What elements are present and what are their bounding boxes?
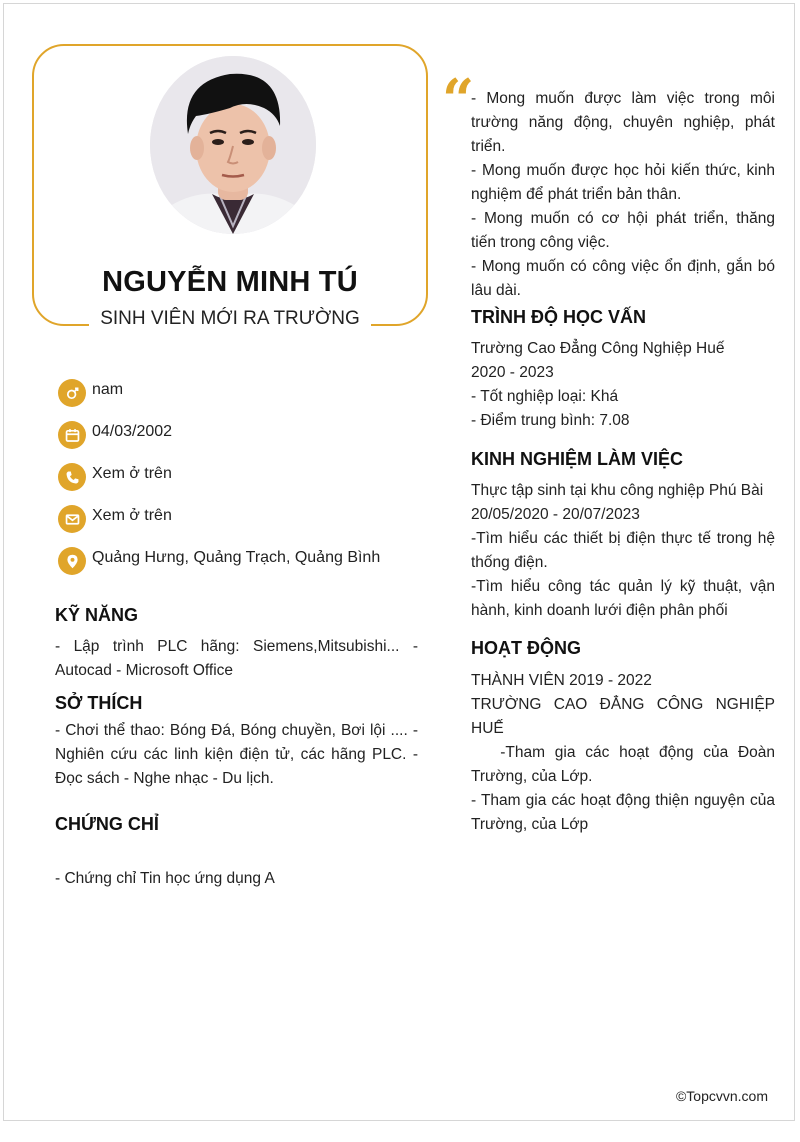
experience-detail: -Tìm hiểu các thiết bị điện thực tế trong hệ thống điện. <box>471 530 775 571</box>
birthday-value: 04/03/2002 <box>92 423 173 440</box>
objective-line: - Mong muốn được làm việc trong môi trường năng động, chuyên nghiệp, phát triển. <box>471 90 775 155</box>
avatar <box>150 56 316 234</box>
certificates-text: - Chứng chỉ Tin học ứng dụng A <box>55 870 275 887</box>
candidate-name: NGUYỄN MINH TÚ <box>102 266 358 298</box>
activities-detail: - Tham gia các hoạt động thiện nguyện của Trường, của Lớp <box>471 792 775 833</box>
hobbies-text: - Chơi thể thao: Bóng Đá, Bóng chuyền, Bơi lội .... - Nghiên cứu các linh kiện điện tử, các hãng PLC. - Đọc sách - Nghe nhạc - Du lịch. <box>55 722 418 787</box>
experience-block <box>471 479 775 623</box>
activities-role: THÀNH VIÊN 2019 - 2022 <box>471 672 652 689</box>
candidate-title: SINH VIÊN MỚI RA TRƯỜNG <box>100 308 360 329</box>
objective-line: - Mong muốn có cơ hội phát triển, thăng tiến trong công việc. <box>471 210 775 251</box>
contact-phone <box>58 462 172 492</box>
education-heading: TRÌNH ĐỘ HỌC VẤN <box>471 307 646 327</box>
cv-page <box>3 3 795 1121</box>
email-icon <box>58 505 86 533</box>
contact-gender <box>58 378 123 408</box>
contact-address <box>58 546 380 576</box>
phone-icon <box>58 463 86 491</box>
certificates-heading: CHỨNG CHỈ <box>55 814 159 834</box>
education-detail: - Điểm trung bình: 7.08 <box>471 412 630 429</box>
education-block <box>471 337 775 433</box>
footer-credit[interactable]: ©Topcvvn.com <box>675 1088 768 1104</box>
skills-heading: KỸ NĂNG <box>55 605 139 625</box>
experience-period: 20/05/2020 - 20/07/2023 <box>471 506 640 523</box>
contact-birthday <box>58 420 172 450</box>
skills-text: - Lập trình PLC hãng: Siemens,Mitsubishi... - Autocad - Microsoft Office <box>55 638 418 679</box>
objective-line: - Mong muốn có công việc ổn định, gắn bó lâu dài. <box>471 258 775 299</box>
phone-value: Xem ở trên <box>92 465 172 482</box>
activities-block <box>471 669 780 837</box>
experience-detail: -Tìm hiểu công tác quản lý kỹ thuật, vận hành, kinh doanh lưới điện phân phối <box>471 578 775 619</box>
avatar-photo <box>150 56 316 234</box>
location-icon <box>58 547 86 575</box>
calendar-icon <box>58 421 86 449</box>
activities-heading: HOẠT ĐỘNG <box>471 638 581 658</box>
objective-line: - Mong muốn được học hỏi kiến thức, kinh nghiệm để phát triển bản thân. <box>471 162 775 203</box>
email-value: Xem ở trên <box>92 507 172 524</box>
experience-position: Thực tập sinh tại khu công nghiệp Phú Bài <box>471 482 764 499</box>
education-detail: - Tốt nghiệp loại: Khá <box>471 388 619 405</box>
gender-value: nam <box>92 381 124 398</box>
education-school: Trường Cao Đẳng Công Nghiệp Huế <box>471 340 725 357</box>
quote-icon: “ <box>442 67 475 133</box>
activities-organization: TRƯỜNG CAO ĐẲNG CÔNG NGHIỆP HUẾ <box>471 696 775 737</box>
activities-detail: -Tham gia các hoạt động của Đoàn Trường, của Lớp. <box>471 744 780 785</box>
gender-icon <box>58 379 86 407</box>
education-period: 2020 - 2023 <box>471 364 554 381</box>
hobbies-heading: SỞ THÍCH <box>55 693 143 713</box>
contact-email <box>58 504 172 534</box>
objective-block <box>471 87 775 303</box>
address-value: Quảng Hưng, Quảng Trạch, Quảng Bình <box>92 549 381 566</box>
experience-heading: KINH NGHIỆM LÀM VIỆC <box>471 449 684 469</box>
